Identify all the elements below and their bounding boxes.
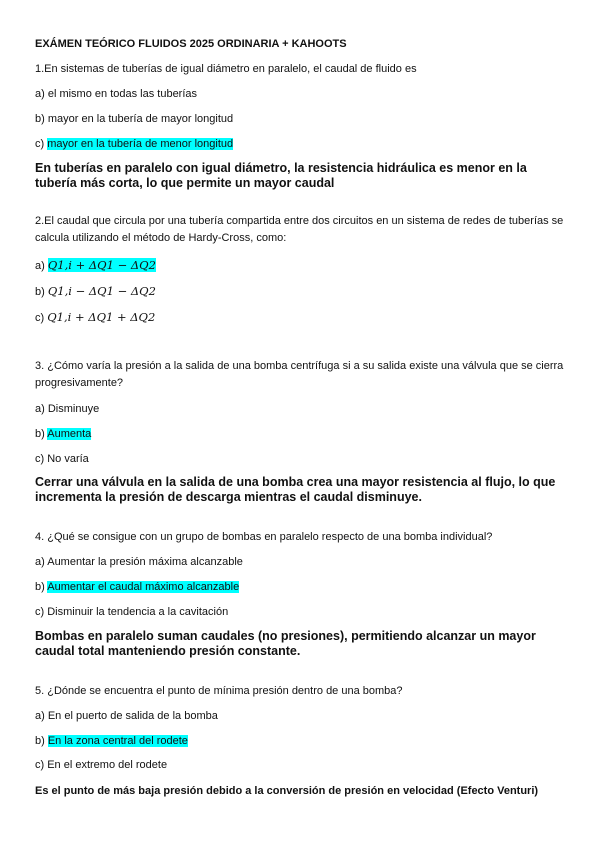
q4-option-a: a) Aumentar la presión máxima alcanzable: [35, 556, 243, 568]
q3-explanation: Cerrar una válvula en la salida de una bomba crea una mayor resistencia al flujo, lo que incrementa la presión de descarga mientras el caudal disminuye.: [35, 475, 556, 504]
q5-explanation: Es el punto de más baja presión debido a la conversión de presión en velocidad (Efecto Venturi): [35, 785, 539, 797]
q5-question: 5. ¿Dónde se encuentra el punto de mínima presión dentro de una bomba?: [35, 685, 403, 697]
q3-option-a: a) Disminuye: [35, 403, 100, 415]
q1-explanation: En tuberías en paralelo con igual diámetro, la resistencia hidráulica es menor en la tubería más corta, lo que permite un mayor caudal: [35, 161, 527, 190]
q2-option-a-prefix: a): [35, 260, 48, 272]
q4-correct-answer-highlight: Aumentar el caudal máximo alcanzable: [47, 581, 240, 593]
q2-option-c: [35, 311, 155, 325]
q5-correct-answer-highlight: En la zona central del rodete: [47, 735, 188, 747]
document-title: EXÁMEN TEÓRICO FLUIDOS 2025 ORDINARIA + KAHOOTS: [35, 38, 347, 50]
q5-option-b-prefix: b): [35, 735, 48, 747]
q2-option-c-formula: Q1,i + ΔQ1 + ΔQ2: [47, 310, 156, 324]
q2-question: 2.El caudal que circula por una tubería compartida entre dos circuitos en un sistema de redes de tuberías se calcula utilizando el método de Hardy-Cross, como:: [35, 215, 564, 244]
q5-option-c: c) En el extremo del rodete: [35, 759, 168, 771]
q4-question: 4. ¿Qué se consigue con un grupo de bombas en paralelo respecto de una bomba individual?: [35, 531, 493, 543]
q5-option-a: a) En el puerto de salida de la bomba: [35, 710, 218, 722]
q1-question: 1.En sistemas de tuberías de igual diámetro en paralelo, el caudal de fluido es: [35, 63, 417, 75]
q1-option-b: b) mayor en la tubería de mayor longitud: [35, 113, 234, 125]
q2-option-c-prefix: c): [35, 312, 48, 324]
q4-explanation: Bombas en paralelo suman caudales (no presiones), permitiendo alcanzar un mayor caudal total manteniendo presión constante.: [35, 629, 536, 658]
q1-correct-answer-highlight: mayor en la tubería de menor longitud: [47, 138, 234, 150]
q4-option-c: c) Disminuir la tendencia a la cavitación: [35, 606, 229, 618]
q2-option-b: [35, 285, 156, 299]
q5-option-b: [35, 735, 188, 748]
q3-correct-answer-highlight: Aumenta: [47, 428, 92, 440]
q4-option-b: [35, 581, 239, 594]
q4-option-b-prefix: b): [35, 581, 48, 593]
q2-correct-answer-highlight: Q1,i + ΔQ1 − ΔQ2: [47, 258, 156, 272]
q1-option-a: a) el mismo en todas las tuberías: [35, 88, 198, 100]
q1-option-c: [35, 138, 233, 151]
q1-option-c-prefix: c): [35, 138, 48, 150]
q2-option-b-formula: Q1,i − ΔQ1 − ΔQ2: [47, 284, 156, 298]
q3-question: 3. ¿Cómo varía la presión a la salida de una bomba centrífuga si a su salida existe una válvula que se cierra progresivamente?: [35, 360, 564, 389]
q3-option-b-prefix: b): [35, 428, 48, 440]
q2-option-a: [35, 259, 156, 273]
q3-option-c: c) No varía: [35, 453, 89, 465]
q3-option-b: [35, 428, 91, 441]
q2-option-b-prefix: b): [35, 286, 48, 298]
